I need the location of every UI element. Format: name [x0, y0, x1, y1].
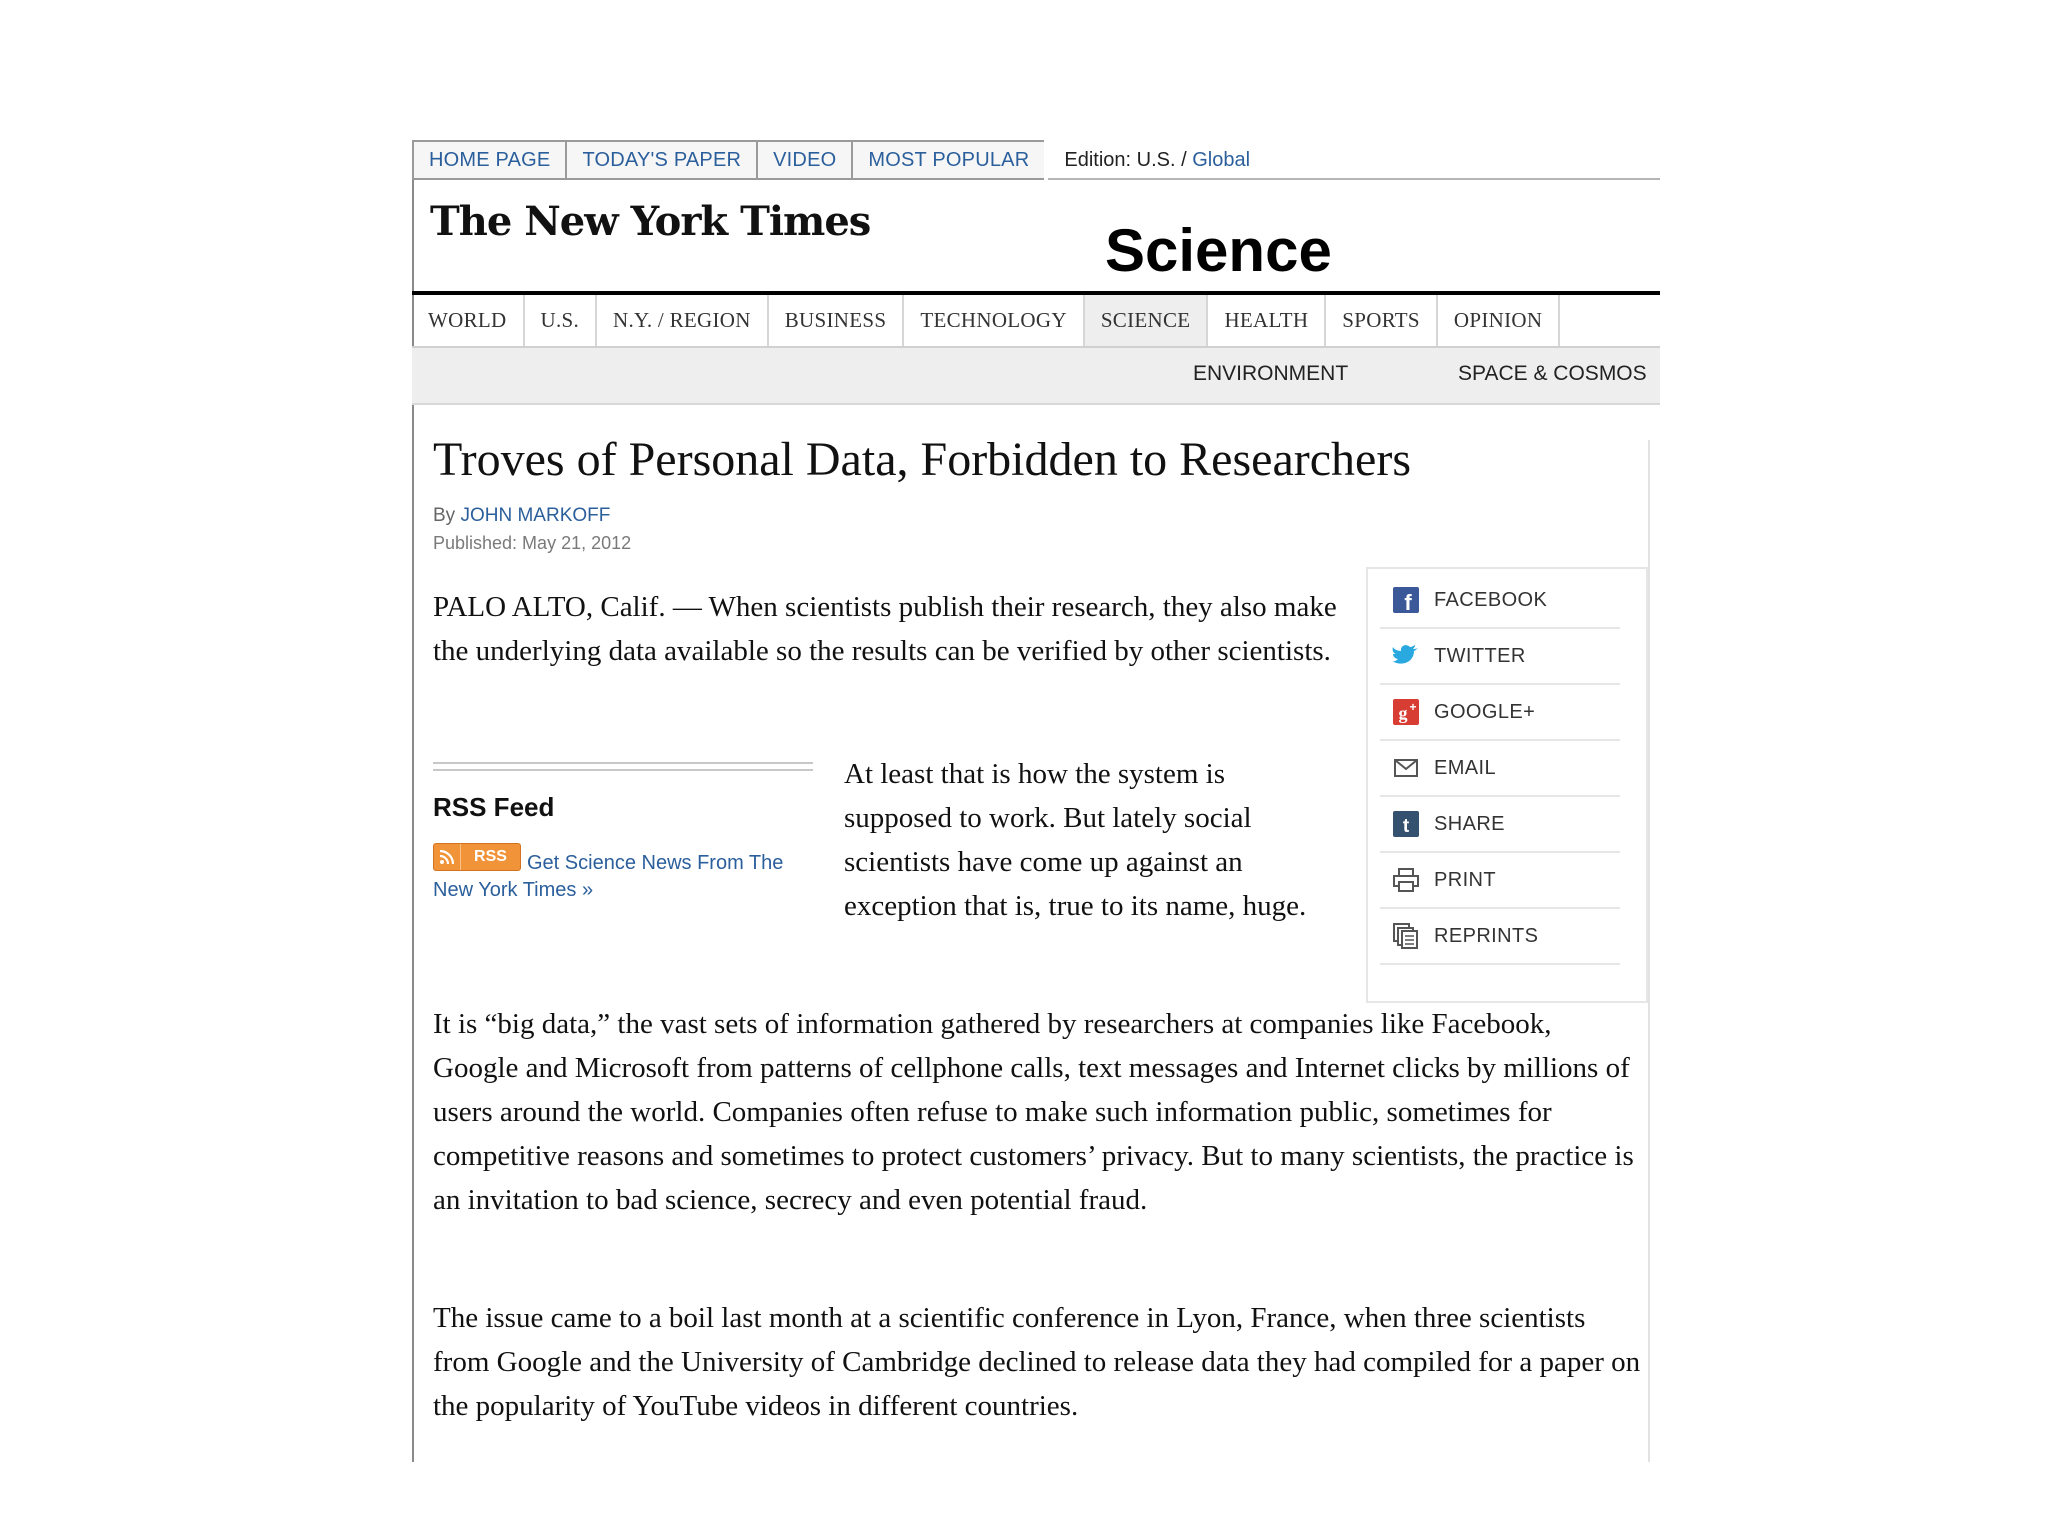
subnav-environment[interactable]: ENVIRONMENT	[1193, 362, 1349, 385]
subnav-space-cosmos[interactable]: SPACE & COSMOS	[1458, 362, 1647, 385]
svg-text:g: g	[1398, 703, 1408, 723]
article-headline: Troves of Personal Data, Forbidden to Researchers	[433, 433, 1412, 486]
tumblr-share-icon	[1392, 810, 1420, 838]
nav-us[interactable]: U.S.	[525, 295, 598, 346]
share-label: FACEBOOK	[1434, 588, 1548, 611]
byline-prefix: By	[433, 505, 456, 526]
most-popular-link[interactable]: MOST POPULAR	[851, 140, 1044, 180]
twitter-share-button[interactable]	[1380, 629, 1620, 685]
facebook-share-button[interactable]	[1380, 573, 1620, 629]
nav-business[interactable]: BUSINESS	[769, 295, 905, 346]
section-title: Science	[1105, 217, 1332, 284]
print-button[interactable]	[1380, 853, 1620, 909]
article-paragraph: It is “big data,” the vast sets of information gathered by researchers at companies like Facebook, Google and Microsoft from patterns of cellphone calls, text messages and Internet clicks by millions of users around the world. Companies often refuse to make such information public, sometimes for competitive reasons and sometimes to protect customers’ privacy. But to many scientists, the practice is an invitation to bad science, secrecy and even potential fraud.	[433, 1008, 1634, 1216]
todays-paper-link[interactable]: TODAY'S PAPER	[565, 140, 756, 180]
svg-text:f: f	[1404, 590, 1412, 613]
nav-ny-region[interactable]: N.Y. / REGION	[597, 295, 769, 346]
rss-feed-title: RSS Feed	[433, 792, 555, 822]
facebook-icon	[1392, 586, 1420, 614]
edition-global-link[interactable]: Global	[1192, 148, 1251, 171]
rss-divider	[433, 762, 813, 771]
home-page-link[interactable]: HOME PAGE	[412, 140, 565, 180]
share-tools	[1366, 567, 1648, 1003]
nav-world[interactable]: WORLD	[412, 295, 525, 346]
email-share-button[interactable]	[1380, 741, 1620, 797]
share-label: GOOGLE+	[1434, 700, 1536, 723]
article-paragraph: The issue came to a boil last month at a scientific conference in Lyon, France, when three scientists from Google and the University of Cambridge declined to release data they had compiled for a paper on the popularity of YouTube videos in different countries.	[433, 1302, 1641, 1422]
page-right-border	[1648, 440, 1650, 1462]
nav-technology[interactable]: TECHNOLOGY	[904, 295, 1084, 346]
edition-label: Edition: U.S. /	[1064, 148, 1187, 171]
rss-badge-label: RSS	[474, 848, 507, 865]
rss-badge[interactable]	[433, 843, 521, 871]
svg-text:+: +	[1409, 700, 1417, 714]
nyt-logo[interactable]: The New York Times	[430, 198, 871, 245]
tumblr-share-button[interactable]	[1380, 797, 1620, 853]
google-plus-share-button[interactable]	[1380, 685, 1620, 741]
share-label: REPRINTS	[1434, 924, 1539, 947]
edition-selector	[1064, 140, 1250, 180]
nav-science[interactable]: SCIENCE	[1085, 295, 1209, 346]
rss-feed-icon	[434, 844, 461, 870]
share-label: TWITTER	[1434, 644, 1526, 667]
nav-opinion[interactable]: OPINION	[1438, 295, 1560, 346]
svg-text:t: t	[1402, 816, 1410, 837]
reprints-button[interactable]	[1380, 909, 1620, 965]
twitter-icon	[1392, 642, 1420, 670]
byline	[433, 505, 610, 527]
nav-health[interactable]: HEALTH	[1208, 295, 1326, 346]
share-label: PRINT	[1434, 868, 1496, 891]
video-link[interactable]: VIDEO	[756, 140, 851, 180]
share-label: EMAIL	[1434, 756, 1497, 779]
article-paragraph: At least that is how the system is supposed to work. But lately social scientists have come up against an exception that is, true to its name, huge.	[844, 758, 1307, 922]
author-link[interactable]: JOHN MARKOFF	[460, 505, 611, 526]
rss-subscribe-link[interactable]: Get Science News From The New York Times »	[433, 852, 784, 901]
section-nav	[412, 295, 1660, 348]
topnav-divider	[1048, 178, 1660, 180]
nav-sports[interactable]: SPORTS	[1326, 295, 1438, 346]
reprints-icon	[1392, 922, 1420, 950]
page-frame	[412, 0, 1660, 1462]
google-plus-icon	[1392, 698, 1420, 726]
share-label: SHARE	[1434, 812, 1505, 835]
article-paragraph: PALO ALTO, Calif. — When scientists publish their research, they also make the underlying data available so the results can be verified by other scientists.	[433, 591, 1337, 667]
email-icon	[1392, 754, 1420, 782]
top-utility-nav	[412, 140, 1250, 180]
publish-date: Published: May 21, 2012	[433, 533, 632, 553]
print-icon	[1392, 866, 1420, 894]
sub-nav	[412, 348, 1660, 405]
